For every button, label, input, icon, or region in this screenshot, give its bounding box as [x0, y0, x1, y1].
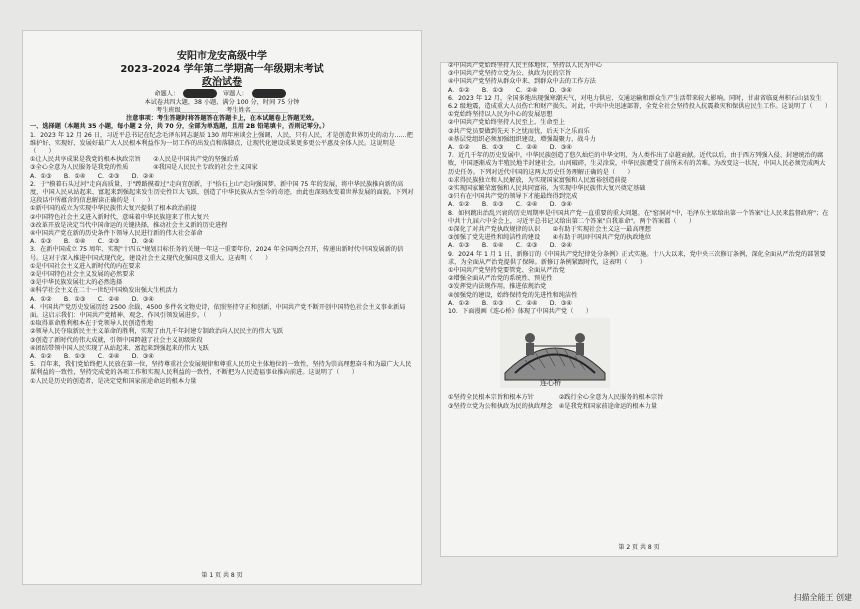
- section-header: 一、选择题（本题共 35 小题，每小题 2 分，共 70 分，全部为单选题，且用 2B 铅笔填卡，否则记零分。）: [30, 123, 329, 131]
- option: ③发挥党内法规作用，推进依规治党: [448, 283, 547, 291]
- question-3: 3．在新中国成立 75 周年、实现"十四五"规划目标任务的关键一年这一重要年份，2024 年全国两会召开，传递出新时代中国发展新的信号。这对于深入推进中国式现代化，建设社会主义现代化强国意义重大。这表明（ ）: [30, 246, 404, 262]
- option: ③加强了党先进性和纯洁性的建设 ④有助于巩固中国共产党的执政地位: [448, 234, 651, 242]
- answer-choices: A．①② B．①③ C．②④ D．③④: [30, 295, 154, 303]
- option: ②是中国特色社会主义发展的必然要求: [30, 270, 135, 278]
- option: ③改革开放是决定当代中国命运的关键抉择，推动社会主义新的历史进程: [30, 221, 228, 229]
- exam-term: 2023-2024 学年第二学期高一年级期末考试: [120, 64, 324, 75]
- option: ④团结带领中国人民实现了从站起来、富起来到强起来的伟大飞跃: [30, 344, 209, 352]
- option: ②中国共产党始终坚持人民至上、生命至上: [448, 119, 565, 127]
- exam-info: 本试卷共四大题，38 小题，满分 100 分，时间 75 分钟: [144, 98, 300, 106]
- option: ④中国共产党在新的历史条件下领导人民进行新的伟大社会革命: [30, 229, 203, 237]
- notice: 注意事项：考生答题时将答题答在答题卡上，在本试题卷上答题无效。: [126, 115, 318, 123]
- answer-choices: A．①② B．①③ C．②④ D．③④: [30, 353, 154, 360]
- question-6: 6．2023 年 12 月，全国多地出现强寒潮天气，对电力供应、交通运输和群众生产生活带来较大影响。同时，甘肃省临夏州积石山县发生 6.2 级地震，造成重大人员伤亡和财产损失。对此，中共中央迅速部署，全党全社会坚持投入抗震救灾和保供应民生工作。这说明了（ ）: [448, 94, 832, 111]
- option: ③中国共产党坚持立党为公、执政为民的宗旨: [448, 70, 572, 78]
- answer-choices: A．①② B．①③ C．②④ D．③④: [448, 201, 572, 209]
- setter-label: 命题人：: [154, 90, 180, 98]
- answer-choices: A．①② B．①③ C．②④ D．③④: [448, 86, 572, 94]
- redaction-blot: [183, 89, 217, 98]
- option: ①党始终坚持以人民为中心的发展思想: [448, 111, 553, 119]
- question-1: 1．2023 年 12 月 26 日，习近平总书记在纪念毛泽东同志诞辰 130 周年座谈会上强调，人民，只有人民，才是创造世界历史的动力……把维护好、实现好、发展好最广大人民根本利益作为一切工作的出发点和落脚点，让现代化建设成果更多更公平惠及全体人民。这说明是（ ）: [30, 131, 413, 155]
- exam-subject: 政治试卷: [202, 77, 242, 88]
- cartoon-caption: 连心桥: [540, 379, 561, 388]
- option: ①坚持全民根本宗旨和根本方针 ②践行全心全意为人民服务的根本宗旨: [448, 394, 664, 402]
- option: ④基层党组织必须加强组织建设，增强凝聚力、战斗力: [448, 135, 596, 143]
- option: ②增强全面从严治党的系统性、预见性: [448, 275, 553, 283]
- class-label: 考生班级: [156, 106, 181, 114]
- option: ③坚持立党为公和执政为民的执政理念 ④是我党和国家前途命运的根本力量: [448, 402, 658, 410]
- question-2: 2．于"摸着石头过河"走向高质量，于"蹚路摸着过"走向宜创新，于"拾石上山"走向强国梦。新中国 75 年的发展，将中华民族推向新的高度，中国人民从站起来、富起来到强起来发生历史性巨大飞跃，创造了中华民族从古至今的奇迹，由此也深刻改变着世界发展的面貌。下列对这段话中所蕴含的信息解读正确的是（ ）: [30, 180, 414, 205]
- school-name: 安阳市龙安高级中学: [177, 51, 267, 62]
- option: ②中国特色社会主义进入新时代，意味着中华民族迎来了伟大复兴: [30, 213, 209, 221]
- authors-line: [22, 89, 422, 99]
- option: ①中国共产党坚持党要管党、全面从严治党: [448, 267, 565, 275]
- page-footer: 第 2 页 共 8 页: [618, 544, 660, 551]
- option: ①深化了对共产党执政规律的认识 ②有助于实现社会主义这一最高理想: [448, 226, 651, 234]
- option: ③只有在中国共产党的领导下才能最终得到完成: [448, 193, 578, 201]
- option: ③创造了新时代的伟大成就，引领中国跨越了社会主义初级阶段: [30, 336, 203, 344]
- question-9: 9．2024 年 1 月 1 日，新修订的《中国共产党纪律处分条例》正式实施。十八大以来，党中央三次修订条例，深化全面从严治党的部署要求，为全面从严治党提供了保障。新修订条例紧跟时代，这表明（ ）: [448, 250, 826, 266]
- exam-page-2: [440, 62, 838, 557]
- name-label: 考生姓名: [226, 106, 251, 114]
- option: ③是中华民族发展壮大的必然选择: [30, 279, 123, 287]
- option: ②中国共产党始终坚持人民主体地位，坚持以人民为中心: [448, 62, 603, 69]
- redaction-blot: [252, 89, 286, 98]
- answer-choices: A．①② B．①③ C．②④ D．③④: [448, 299, 572, 307]
- question-8: 8．如何跳出治乱兴衰的历史周期率是中国共产党一直重要的重大问题。在"窑洞对"中，毛泽东主席给出第一个答案"让人民来监督政府"；在中共十九届六中全会上，习近平总书记又给出第二个答案"自我革命"。两个答案都（ ）: [448, 209, 829, 225]
- option: ①取得革命胜利根本在于党领导人民创造性地: [30, 320, 154, 328]
- exam-page-1: [22, 30, 422, 585]
- option: ④中国共产党坚持从群众中来、到群众中去的工作方法: [448, 78, 596, 86]
- answer-choices: A．①③ B．①④ C．②③ D．②④: [448, 242, 572, 250]
- option: ④科学社会主义在二十一世纪中国焕发出强大生机活力: [30, 287, 178, 295]
- answer-choices: A．①③ B．①④ C．②③ D．②④: [30, 238, 154, 246]
- option: ①人民是历史的创造者，是决定党和国家前途命运的根本力量: [30, 377, 197, 385]
- reviewer-label: 审题人：: [222, 90, 248, 98]
- candidate-line: 考生班级＿＿＿＿＿＿ 考生姓名＿＿＿＿＿＿: [156, 106, 288, 114]
- option: ④加强党的建设，始终保持党的先进性和纯洁性: [448, 291, 578, 299]
- question-10: 10．下面漫画《连心桥》体现了中国共产党（ ）: [448, 308, 592, 316]
- scanner-watermark: 扫描全能王 创建: [793, 593, 852, 602]
- option: ①让人民共享成果是我党的根本执政宗旨 ②人民是中国共产党的坚强后盾: [30, 156, 240, 164]
- option: ①是中国社会主义进入新时代的内在要求: [30, 262, 141, 270]
- option: ①求得民族独立和人民解放，为实现国家富强和人民富裕创造前提: [448, 176, 627, 184]
- option: ①新中国的成立为实现中华民族伟大复兴提供了根本政治前提: [30, 205, 197, 213]
- option: ③共产党员要做到先天下之忧而忧，后天下之乐而乐: [448, 127, 590, 135]
- answer-choices: A．①② B．①③ C．②④ D．③④: [448, 144, 572, 152]
- option: ②领导人民夺取新民主主义革命的胜利，实现了由几千年封建专制政治向人民民主的伟大飞跃: [30, 328, 284, 336]
- page-footer: 第 1 页 共 8 页: [201, 572, 243, 579]
- question-5: 5．百年来，我们党始终把人民放在第一位，坚持尊重社会发展规律和尊重人民历史主体地位的一致性，坚持为崇高理想奋斗和为最广大人民谋利益的一致性，坚持完成党的各项工作和实现人民利益的一致性，不断把为人民造福事业推向前进。这说明了（ ）: [30, 361, 412, 377]
- option: ③全心全意为人民服务是我党的性质 ④我国是人民民主专政的社会主义国家: [30, 164, 258, 172]
- option: ②实现国家繁荣富强和人民共同富裕，为实现中华民族伟大复兴奠定基础: [448, 185, 646, 193]
- question-7: 7．近几千年的历史发展中，中华民族创造了悠久灿烂的中华文明，为人类作出了卓越贡献。近代以后，由于西方列强入侵、封建统治的腐败，中国逐渐成为半殖民地半封建社会。山河破碎，生灵涂炭，中华民族遭受了前所未有的苦难。为改变这一状况，中国人民必须完成两大历史任务。下列对近代中国的这两大历史任务理解正确的是（ ）: [448, 152, 826, 176]
- answer-choices: A．①③ B．①④ C．②③ D．②④: [30, 172, 154, 180]
- question-4: 4．中国共产党历史发展历经 2500 余载，4500 多件名文物史诗，依照坚持守正和创新，中国共产党不断开创中国特色社会主义事业新局面。这启示我们：中国共产党精神、观念、作风引领发展进步。（ ）: [30, 303, 406, 319]
- bridge-cartoon-illustration: [500, 318, 610, 388]
